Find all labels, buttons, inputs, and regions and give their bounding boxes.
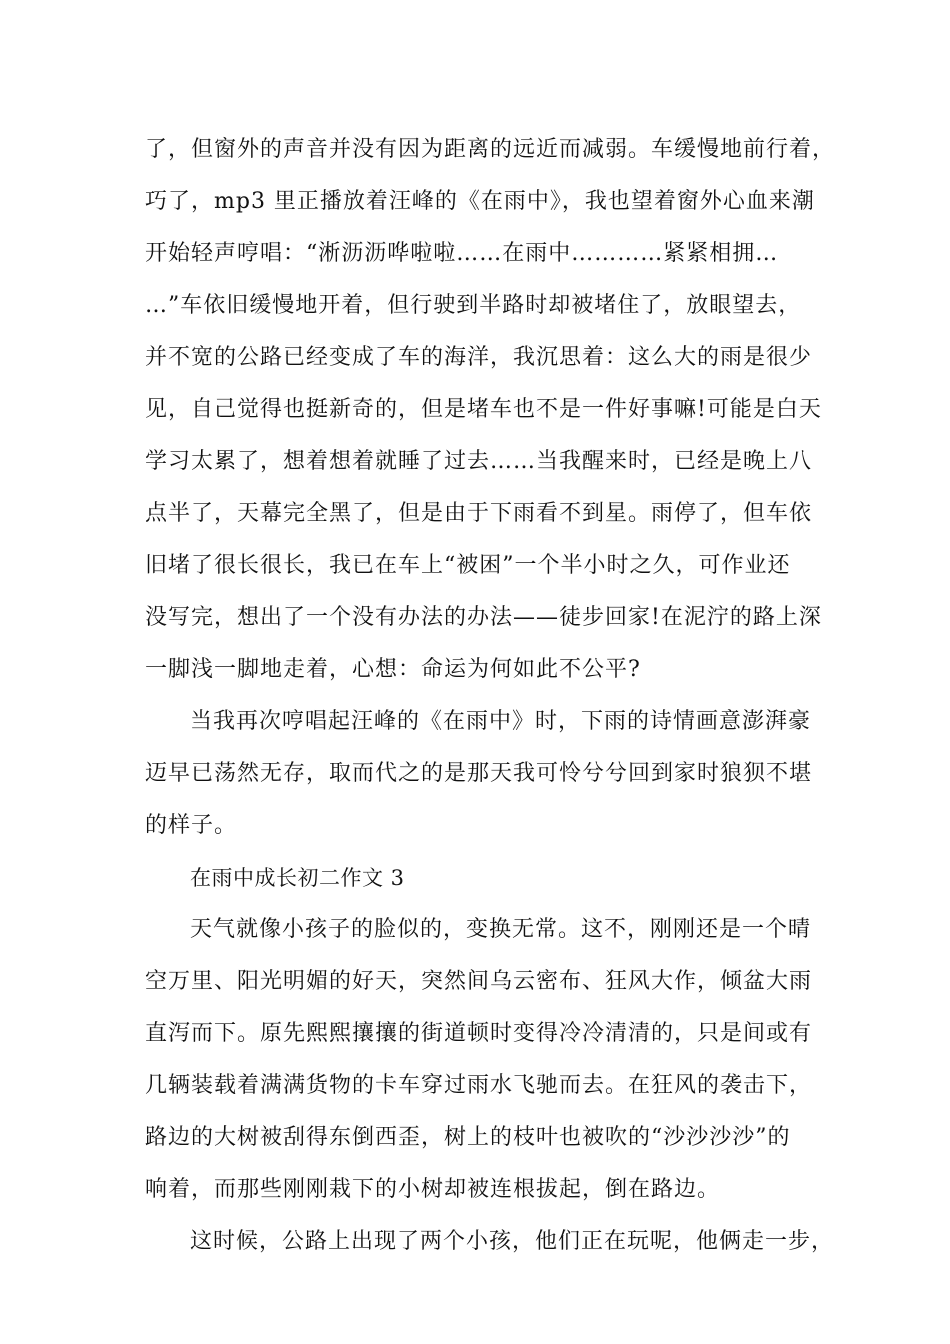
text-line: 直泻而下。原先熙熙攘攘的街道顿时变得冷冷清清的，只是间或有 [145,1021,813,1046]
paragraph-first-line: 天气就像小孩子的脸似的，变换无常。这不，刚刚还是一个晴 [190,917,812,942]
text-line: 迈早已荡然无存，取而代之的是那天我可怜兮兮回到家时狼狈不堪 [145,761,813,786]
text-line: 巧了，mp3 里正播放着汪峰的《在雨中》，我也望着窗外心血来潮 [145,189,815,214]
text-line: 的样子。 [145,813,238,838]
text-line: 点半了，天幕完全黑了，但是由于下雨看不到星。雨停了，但车依 [145,501,813,526]
paragraph-first-line: 当我再次哼唱起汪峰的《在雨中》时，下雨的诗情画意澎湃豪 [190,709,812,734]
text-line: 路边的大树被刮得东倒西歪，树上的枝叶也被吹的“沙沙沙沙”的 [145,1125,791,1150]
text-line: 开始轻声哼唱：“淅沥沥哗啦啦……在雨中…………紧紧相拥… [145,241,779,266]
text-line: 几辆装载着满满货物的卡车穿过雨水飞驰而去。在狂风的袭击下， [145,1073,813,1098]
text-line: 见，自己觉得也挺新奇的，但是堵车也不是一件好事嘛!可能是白天 [145,397,822,422]
text-line: 空万里、阳光明媚的好天，突然间乌云密布、狂风大作，倾盆大雨 [145,969,813,994]
text-line: 学习太累了，想着想着就睡了过去……当我醒来时，已经是晚上八 [145,449,813,474]
paragraph-first-line: 这时候，公路上出现了两个小孩，他们正在玩呢，他俩走一步， [190,1229,835,1254]
text-line: 了，但窗外的声音并没有因为距离的远近而减弱。车缓慢地前行着， [145,137,836,162]
text-line: 响着，而那些刚刚栽下的小树却被连根拔起，倒在路边。 [145,1177,721,1202]
text-line: 一脚浅一脚地走着，心想：命运为何如此不公平? [145,657,641,682]
text-line: 没写完，想出了一个没有办法的办法——徒步回家!在泥泞的路上深 [145,605,822,630]
text-line: 并不宽的公路已经变成了车的海洋，我沉思着：这么大的雨是很少 [145,345,813,370]
text-line: 旧堵了很长很长，我已在车上“被困”一个半小时之久，可作业还 [145,553,791,578]
text-line: …”车依旧缓慢地开着，但行驶到半路时却被堵住了，放眼望去， [145,293,802,318]
section-heading: 在雨中成长初二作文 3 [190,866,405,890]
